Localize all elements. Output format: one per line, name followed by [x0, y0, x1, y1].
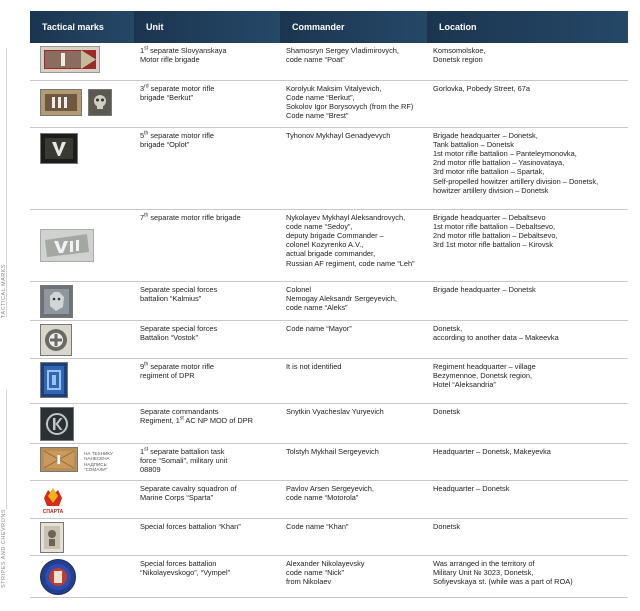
somali-note: НА ТЕХНИКУ НАНЕСЕНА НАДПИСЬ “СОМАЛИ” — [84, 450, 113, 473]
units-table — [30, 11, 628, 598]
mark-cell — [30, 43, 134, 80]
location-cell: Headquarter – Donetsk — [427, 480, 628, 518]
unit-cell: 1st separate Slovyanskaya Motor rifle brigade — [134, 43, 280, 80]
header-tactical-marks: Tactical marks — [30, 11, 134, 43]
unit-cell: Separate special forces battalion “Kalmius” — [134, 281, 280, 320]
roman-seven-tactical-mark-icon — [40, 229, 94, 262]
unit-cell: 5th separate motor rifle brigade “Oplot” — [134, 127, 280, 209]
skull-emblem-icon — [88, 89, 112, 116]
commander-cell: Snytkin Vyacheslav Yuryevich — [280, 403, 427, 443]
mark-cell — [30, 358, 134, 403]
blue-square-emblem-icon — [40, 362, 68, 398]
side-label-tactical-marks: TACTICAL MARKS — [1, 263, 7, 318]
location-cell: Headquarter – Donetsk, Makeyevka — [427, 443, 628, 480]
commander-cell: Nykolayev Mykhayl Aleksandrovych, code name “Sedoy”, deputy brigade Commander – colonel Kozyrenko A.V., actual brigade commander, Russian AF regiment, code name “Leh” — [280, 209, 427, 281]
commander-cell: Alexander Nikolayevsky code name “Nick” from Nikolaev — [280, 555, 427, 597]
table-row — [30, 209, 628, 281]
mark-cell — [30, 320, 134, 358]
roman-five-tactical-mark-icon — [40, 133, 78, 164]
commander-cell: Pavlov Arsen Sergeyevich, code name “Motorola” — [280, 480, 427, 518]
table-row — [30, 555, 628, 597]
header-location: Location — [427, 11, 628, 43]
wolf-emblem-icon — [40, 285, 73, 318]
mark-cell — [30, 443, 134, 480]
header-unit: Unit — [134, 11, 280, 43]
table-row — [30, 358, 628, 403]
unit-cell: 7th separate motor rifle brigade — [134, 209, 280, 281]
table-row — [30, 518, 628, 555]
commander-cell: Tyhonov Mykhayl Genadyevych — [280, 127, 427, 209]
table-row — [30, 43, 628, 80]
mark-cell — [30, 281, 134, 320]
header-commander: Commander — [280, 11, 427, 43]
side-label-stripes-chevrons: STRIPES AND CHEVRONS — [1, 508, 7, 588]
unit-cell: Separate special forces Battalion “Vostok” — [134, 320, 280, 358]
commander-cell: It is not identified — [280, 358, 427, 403]
mark-cell — [30, 127, 134, 209]
k-letter-emblem-icon — [40, 407, 74, 441]
somali-tactical-mark-icon — [40, 447, 78, 472]
table-header-row — [30, 11, 628, 43]
table-row — [30, 281, 628, 320]
sparta-emblem-text: СПАРТА — [42, 508, 64, 515]
mark-cell — [30, 555, 134, 597]
location-cell: Regiment headquarter – village Bezymennoe, Donetsk region, Hotel “Aleksandria” — [427, 358, 628, 403]
side-divider — [6, 390, 7, 510]
commander-cell: Code name “Khan” — [280, 518, 427, 555]
unit-cell: 9th separate motor rifle regiment of DPR — [134, 358, 280, 403]
unit-cell: Separate commandants Regiment, 1st AC NP MOD of DPR — [134, 403, 280, 443]
location-cell: Gorlovka, Pobedy Street, 67a — [427, 80, 628, 127]
unit-cell: 1st separate battalion task force “Somali”, military unit 08809 — [134, 443, 280, 480]
table-row — [30, 320, 628, 358]
commander-cell: Shamosryn Sergey Vladimirovych, code name “Poat” — [280, 43, 427, 80]
location-cell: Was arranged in the territory of Military Unit № 3023, Donetsk, Sofiyevskaya st. (while was a part of ROA) — [427, 555, 628, 597]
sparta-emblem-icon — [40, 484, 66, 516]
roman-three-tactical-mark-icon — [40, 89, 82, 116]
location-cell: Donetsk, according to another data – Makeevka — [427, 320, 628, 358]
unit-cell: Special forces battalion “Khan” — [134, 518, 280, 555]
mark-cell — [30, 480, 134, 518]
table-row — [30, 403, 628, 443]
unit-cell: 3rd separate motor rifle brigade “Berkut” — [134, 80, 280, 127]
location-cell: Brigade headquarter – Donetsk, Tank battalion – Donetsk 1st motor rifle battalion – Panteleymonovka, 2nd motor rifle battalion – Yasinovataya, 3rd motor rifle battalion – Spartak, Self-propelled howitzer artillery division – Donetsk, howitzer artillery division – Donetsk — [427, 127, 628, 209]
mark-cell — [30, 518, 134, 555]
unit-cell: Separate cavalry squadron of Marine Corps “Sparta” — [134, 480, 280, 518]
location-cell: Donetsk — [427, 518, 628, 555]
table-row — [30, 480, 628, 518]
commander-cell: Tolstyh Mykhail Sergeyevich — [280, 443, 427, 480]
location-cell: Donetsk — [427, 403, 628, 443]
mark-cell — [30, 80, 134, 127]
location-cell: Brigade headquarter – Debaltsevo 1st motor rifle battalion – Debaltsevo, 2nd motor rifle battalion – Debaltsevo, 3rd 1st motor rifle battalion – Kirovsk — [427, 209, 628, 281]
table-row — [30, 127, 628, 209]
mark-cell — [30, 209, 134, 281]
location-cell: Komsomolskoe, Donetsk region — [427, 43, 628, 80]
khan-emblem-icon — [40, 522, 64, 553]
commander-cell: Code name “Mayor” — [280, 320, 427, 358]
vympel-round-emblem-icon — [40, 559, 76, 595]
mark-cell — [30, 403, 134, 443]
location-cell: Brigade headquarter – Donetsk — [427, 281, 628, 320]
vostok-emblem-icon — [40, 324, 72, 356]
commander-cell: Korolyuk Maksim Vitalyevich, Code name “Berkut”, Sokolov Igor Borysovych (from the RF) Code name “Brest” — [280, 80, 427, 127]
table-row — [30, 443, 628, 480]
unit-cell: Special forces battalion “Nikolayevskogo”, “Vympel” — [134, 555, 280, 597]
table-row — [30, 80, 628, 127]
roman-one-tactical-mark-icon — [40, 46, 100, 73]
commander-cell: Colonel Nemogay Aleksandr Sergeyevich, code name “Aleks” — [280, 281, 427, 320]
